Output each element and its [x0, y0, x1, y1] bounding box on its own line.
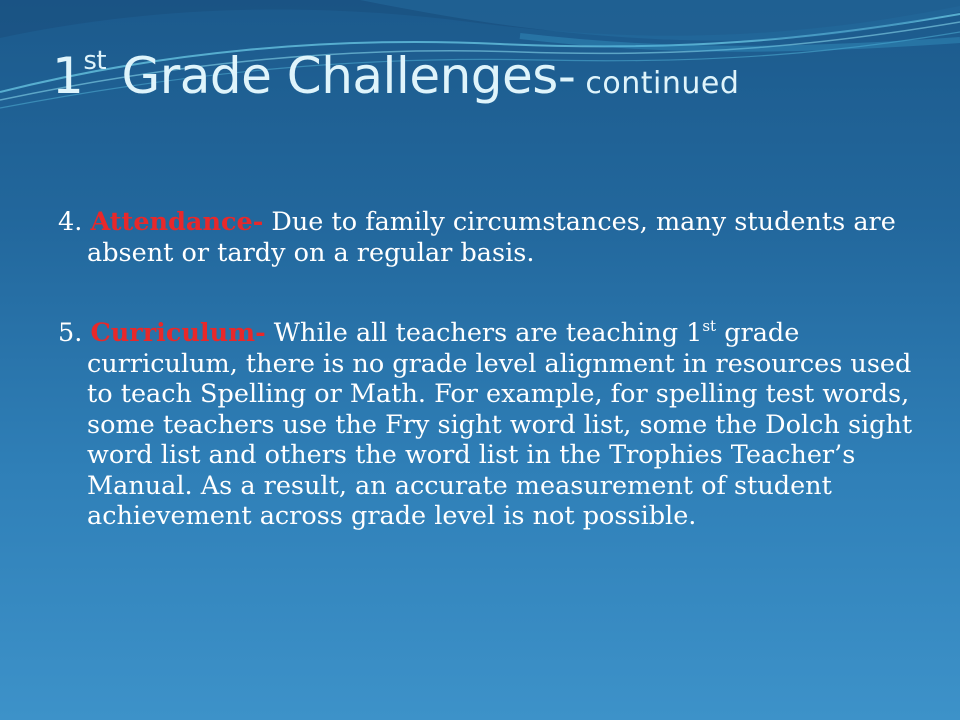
item-ordinal-suffix: st: [702, 317, 717, 335]
item-keyword: Curriculum-: [90, 318, 266, 348]
slide-body: [58, 207, 918, 582]
item-text: Due to family circumstances, many students are absent or tardy on a regular basis.: [87, 207, 896, 268]
title-ordinal-suffix: st: [83, 46, 107, 76]
title-continued: continued: [575, 66, 740, 101]
title-number: 1: [52, 47, 84, 105]
item-number: 5.: [58, 318, 91, 348]
item-keyword: Attendance-: [90, 207, 264, 237]
item-text-before: While all teachers are teaching 1: [265, 318, 703, 348]
slide-title: [52, 46, 739, 106]
list-item-curriculum: [58, 318, 918, 532]
item-number: 4.: [58, 207, 91, 237]
title-main: Grade Challenges-: [106, 47, 576, 105]
item-text-after: grade curriculum, there is no grade level alignment in resources used to teach Spelling or Math. For example, for spelling test words, some teachers use the Fry sight word list, some the Dolch sight word list and others the word list in the Trophies Teacher’s Manual. As a result, an accurate measurement of student achievement across grade level is not possible.: [87, 318, 913, 531]
list-item-attendance: [58, 207, 918, 268]
